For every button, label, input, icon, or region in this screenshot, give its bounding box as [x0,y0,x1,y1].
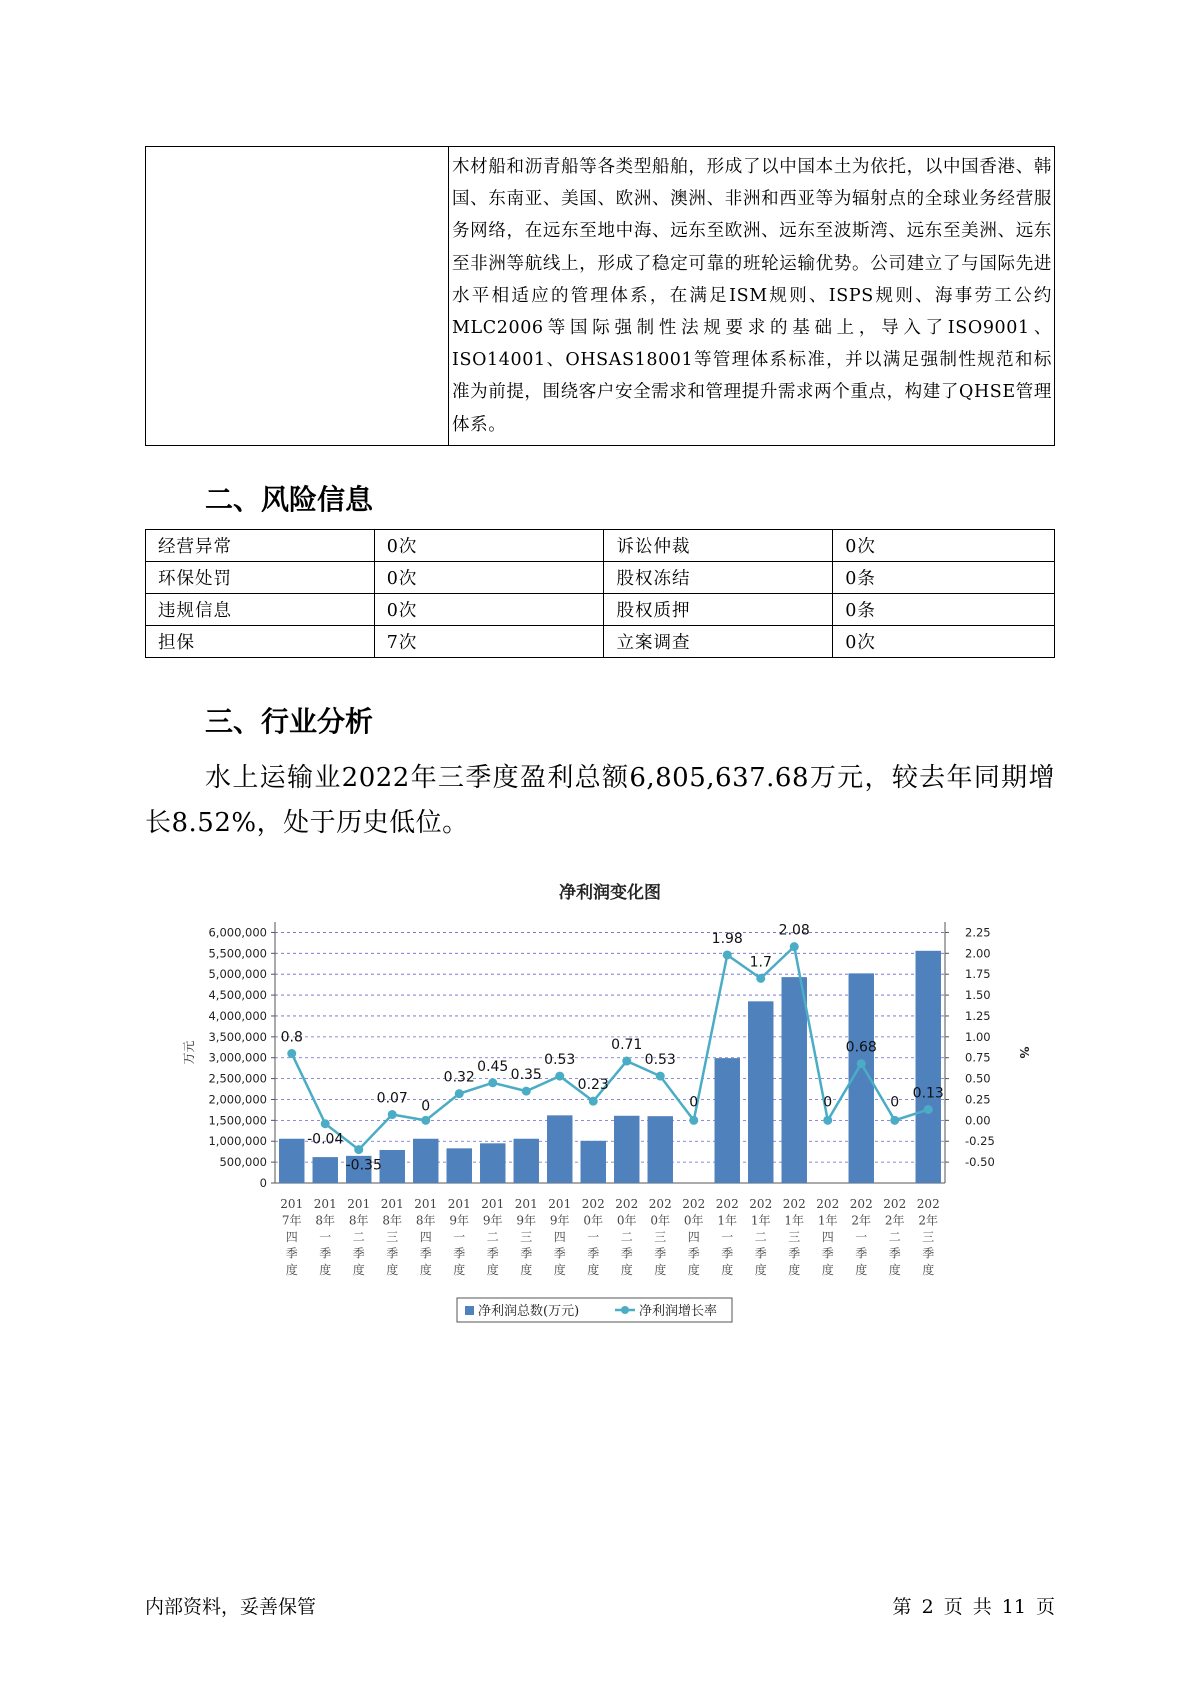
bar [380,1150,405,1183]
table-row [146,594,1055,626]
x-tick-label: 201 8年一季度 [313,1197,337,1277]
data-label: 1.98 [711,930,743,947]
x-tick-label: 201 7年四季度 [280,1197,304,1277]
risk-label: 诉讼仲裁 [604,530,833,562]
y-tick-label: 4,000,000 [208,1008,267,1023]
y2-tick-label: 1.25 [965,1008,991,1023]
bar [614,1116,639,1183]
risk-value: 0条 [833,562,1055,594]
risk-value: 0次 [833,530,1055,562]
growth-point [890,1116,899,1125]
x-tick-label: 202 0年三季度 [648,1197,672,1277]
y2-tick-label: -0.50 [965,1155,995,1170]
x-tick-label: 202 1年一季度 [715,1197,739,1277]
y-tick-label: 3,000,000 [208,1050,267,1065]
data-label: 0.53 [544,1052,576,1069]
table-row [146,530,1055,562]
x-tick-label: 202 0年一季度 [581,1197,605,1277]
x-tick-label: 202 1年四季度 [816,1197,840,1277]
risk-value: 7次 [374,626,604,658]
y-tick-label: 1,000,000 [208,1134,267,1149]
y2-axis-label: % [1017,1046,1031,1059]
bar [748,1001,773,1183]
data-label: 0.68 [845,1039,877,1056]
risk-label: 经营异常 [146,530,375,562]
risk-value: 0次 [374,530,604,562]
growth-point [555,1072,564,1081]
data-label: 0.23 [577,1077,609,1094]
y-tick-label: 3,500,000 [208,1029,267,1044]
data-label: 0.53 [644,1052,676,1069]
data-label: 0 [421,1098,431,1115]
footer-note: 内部资料，妥善保管 [145,1596,317,1618]
company-intro-table [145,146,1055,446]
growth-point [689,1116,698,1125]
y2-tick-label: 0.75 [965,1050,991,1065]
growth-point [622,1057,631,1066]
data-label: 0.35 [510,1067,542,1084]
y-tick-label: 2,500,000 [208,1071,267,1086]
bar [547,1115,572,1183]
x-tick-label: 202 1年二季度 [749,1197,773,1277]
y2-tick-label: 1.00 [965,1029,991,1044]
growth-point [790,942,799,951]
chart-title: 净利润变化图 [559,883,661,903]
data-label: 2.08 [778,922,810,939]
x-tick-label: 201 8年四季度 [414,1197,438,1277]
risk-label: 股权冻结 [604,562,833,594]
x-tick-label: 201 9年一季度 [447,1197,471,1277]
growth-point [522,1087,531,1096]
growth-point [287,1049,296,1058]
growth-line [292,947,929,1150]
y2-tick-label: 1.50 [965,988,991,1003]
risk-value: 0次 [833,626,1055,658]
risk-label: 立案调查 [604,626,833,658]
y2-tick-label: 1.75 [965,967,991,982]
bar [715,1058,740,1183]
x-tick-label: 201 9年四季度 [548,1197,572,1277]
risk-value: 0次 [374,562,604,594]
x-tick-label: 202 2年三季度 [916,1197,940,1277]
growth-point [756,974,765,983]
x-tick-label: 202 0年二季度 [615,1197,639,1277]
bar [916,951,941,1183]
x-tick-label: 201 9年二季度 [481,1197,505,1277]
growth-point [354,1145,363,1154]
table-row [146,562,1055,594]
page-number: 第 2 页 共 11 页 [892,1596,1055,1618]
data-label: -0.35 [345,1157,382,1174]
data-label: 0 [689,1094,699,1111]
bar [480,1143,505,1183]
data-label: 0.07 [376,1090,408,1107]
data-label: 0 [823,1094,833,1111]
x-tick-label: 202 2年一季度 [849,1197,873,1277]
growth-point [455,1089,464,1098]
x-tick-label: 202 2年二季度 [883,1197,907,1277]
x-tick-label: 202 1年三季度 [782,1197,806,1277]
y2-tick-label: 0.25 [965,1092,991,1107]
legend-line-label: 净利润增长率 [639,1304,718,1319]
legend-line-marker [621,1306,629,1314]
bar [413,1139,438,1183]
growth-point [321,1119,330,1128]
y-tick-label: 5,000,000 [208,967,267,982]
y2-tick-label: 2.00 [965,946,991,961]
x-tick-label: 201 8年三季度 [380,1197,404,1277]
y-tick-label: 1,500,000 [208,1113,267,1128]
y-tick-label: 2,000,000 [208,1092,267,1107]
data-label: 0 [890,1094,900,1111]
data-label: -0.04 [307,1131,344,1148]
y2-tick-label: 0.00 [965,1113,991,1128]
table-row [146,626,1055,658]
data-label: 0.71 [611,1037,643,1054]
y-axis-label: 万元 [182,1040,196,1065]
data-label: 0.8 [280,1029,303,1046]
bar [279,1139,304,1183]
data-label: 0.32 [443,1069,475,1086]
company-description: 木材船和沥青船等各类型船舶，形成了以中国本土为依托，以中国香港、韩国、东南亚、美国、欧洲、澳洲、非洲和西亚等为辐射点的全球业务经营服务网络，在远东至地中海、远东至欧洲、远东至波斯湾、远东至美洲、远东至非洲等航线上，形成了稳定可靠的班轮运输优势。公司建立了与国际先进水平相适应的管理体系，在满足ISM规则、ISPS规则、海事劳工公约MLC2006等国际强制性法规要求的基础上，导入了ISO9001、ISO14001、OHSAS18001等管理体系标准，并以满足强制性规范和标准为前提，围绕客户安全需求和管理提升需求两个重点，构建了QHSE管理体系。 [449,147,1055,446]
section-title-industry: 三、行业分析 [205,705,374,738]
y-tick-label: 6,000,000 [208,925,267,940]
y-tick-label: 0 [259,1176,267,1190]
data-label: 0.45 [477,1058,509,1075]
bar [514,1139,539,1183]
risk-label: 股权质押 [604,594,833,626]
y-tick-label: 5,500,000 [208,946,267,961]
bar [648,1116,673,1183]
growth-point [488,1078,497,1087]
growth-point [823,1116,832,1125]
risk-value: 0条 [833,594,1055,626]
growth-point [723,950,732,959]
growth-point [388,1110,397,1119]
data-label: 1.7 [749,954,772,971]
risk-label: 环保处罚 [146,562,375,594]
intro-empty-cell [146,147,449,446]
net-profit-chart [180,870,1031,1330]
risk-label: 违规信息 [146,594,375,626]
growth-point [656,1072,665,1081]
x-tick-label: 202 0年四季度 [682,1197,706,1277]
risk-label: 担保 [146,626,375,658]
risk-value: 0次 [374,594,604,626]
legend-bar-label: 净利润总数(万元) [478,1304,580,1319]
bar [782,977,807,1183]
growth-point [924,1105,933,1114]
y2-tick-label: -0.25 [965,1134,995,1149]
y-tick-label: 500,000 [219,1155,267,1170]
bar [447,1148,472,1183]
x-tick-label: 201 8年二季度 [347,1197,371,1277]
risk-info-table [145,529,1055,658]
bar [313,1157,338,1183]
y2-tick-label: 0.50 [965,1071,991,1086]
y2-tick-label: 2.25 [965,925,991,940]
industry-paragraph: 水上运输业2022年三季度盈利总额6,805,637.68万元，较去年同期增长8.52%，处于历史低位。 [145,763,1055,838]
x-tick-label: 201 9年三季度 [514,1197,538,1277]
growth-point [421,1116,430,1125]
y-tick-label: 4,500,000 [208,988,267,1003]
data-label: 0.13 [912,1085,944,1102]
growth-point [857,1059,866,1068]
bar [581,1141,606,1183]
legend-bar-swatch [465,1306,474,1315]
section-title-risk: 二、风险信息 [205,483,374,516]
growth-point [589,1097,598,1106]
